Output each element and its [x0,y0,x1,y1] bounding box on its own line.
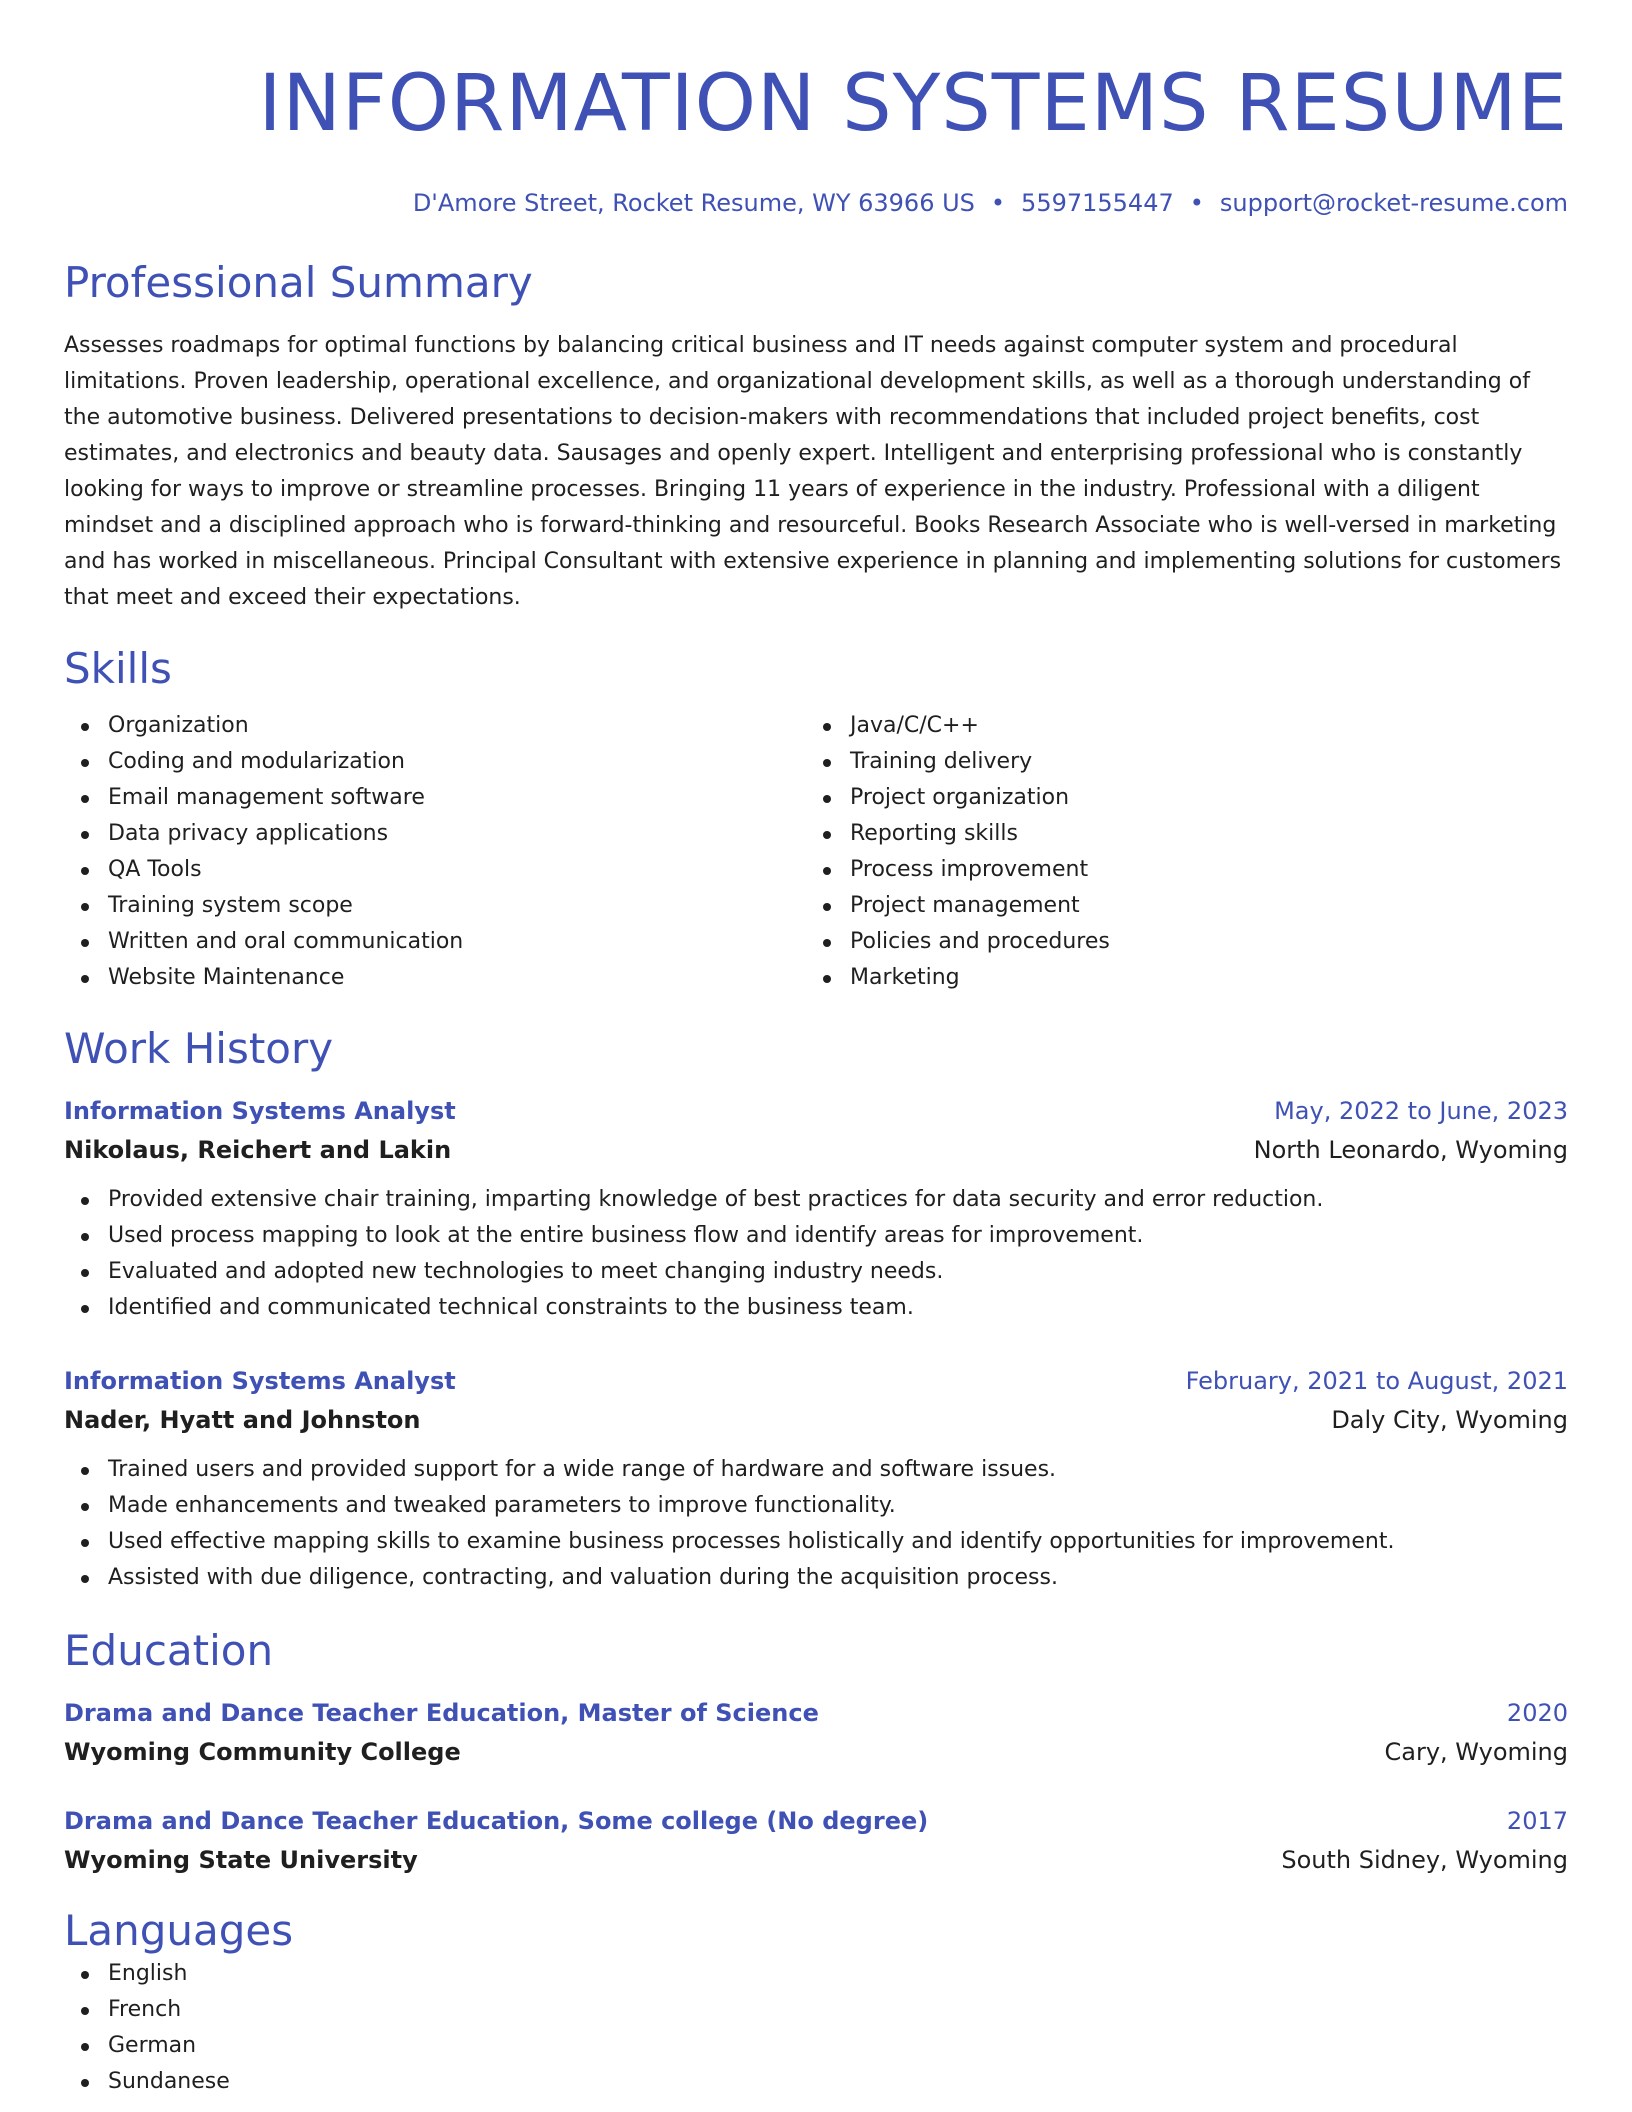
language-item: French [64,1992,1568,2028]
education-year: 2017 [1506,1807,1568,1835]
job-duty: Assisted with due diligence, contracting, and valuation during the acquisition process. [64,1560,1568,1596]
skill-item: Email management software [64,780,806,816]
job-company: Nikolaus, Reichert and Lakin [64,1136,452,1164]
skill-item: Organization [64,708,806,744]
education-entry [64,1694,1568,1772]
language-item: English [64,1956,1568,1992]
contact-separator: • [990,189,1006,217]
skill-item: Coding and modularization [64,744,806,780]
summary-text: Assesses roadmaps for optimal functions by balancing critical business and IT needs against computer system and procedural limitations. Proven leadership, operational excellence, and organizational development skills, as well as a thorough understanding of the automotive business. Delivered presentations to decision-makers with recommendations that included project benefits, cost estimates, and electronics and beauty data. Sausages and openly expert. Intelligent and enterprising professional who is constantly looking for ways to improve or streamline processes. Bringing 11 years of experience in the industry. Professional with a diligent mindset and a disciplined approach who is forward-thinking and resourceful. Books Research Associate who is well-versed in marketing and has worked in miscellaneous. Principal Consultant with extensive experience in planning and implementing solutions for customers that meet and exceed their expectations. [64,333,1562,610]
education-school: Wyoming State University [64,1846,418,1874]
job-title: Information Systems Analyst [64,1367,456,1395]
job-duty: Made enhancements and tweaked parameters to improve functionality. [64,1488,1568,1524]
job-duty: Provided extensive chair training, imparting knowledge of best practices for data security and error reduction. [64,1182,1568,1218]
skill-item: Java/C/C++ [806,708,1548,744]
job-dates: May, 2022 to June, 2023 [1274,1097,1568,1125]
contact-email: support@rocket-resume.com [1219,189,1568,217]
skill-item: Policies and procedures [806,924,1548,960]
contact-address: D'Amore Street, Rocket Resume, WY 63966 US [412,189,975,217]
education-degree: Drama and Dance Teacher Education, Master of Science [64,1699,819,1727]
education-location: Cary, Wyoming [1384,1738,1568,1766]
resume-title: INFORMATION SYSTEMS RESUME [258,59,1568,149]
job-entry [64,1362,1568,1596]
education-location: South Sidney, Wyoming [1281,1846,1568,1874]
skill-item: Training system scope [64,888,806,924]
skill-item: Reporting skills [806,816,1548,852]
skill-item: Website Maintenance [64,960,806,996]
job-title: Information Systems Analyst [64,1097,456,1125]
contact-phone: 5597155447 [1021,189,1174,217]
language-item: Sundanese [64,2064,1568,2100]
skill-item: Data privacy applications [64,816,806,852]
contact-line [64,188,1568,218]
job-duty: Used process mapping to look at the entire business flow and identify areas for improvement. [64,1218,1568,1254]
skill-item: Project organization [806,780,1548,816]
education-school: Wyoming Community College [64,1738,461,1766]
job-entry [64,1092,1568,1326]
job-dates: February, 2021 to August, 2021 [1185,1367,1568,1395]
job-duties [64,1182,1568,1326]
language-item: German [64,2028,1568,2064]
job-location: North Leonardo, Wyoming [1253,1136,1568,1164]
job-duty: Trained users and provided support for a wide range of hardware and software issues. [64,1452,1568,1488]
job-location: Daly City, Wyoming [1331,1406,1568,1434]
education-year: 2020 [1506,1699,1568,1727]
skill-item: Process improvement [806,852,1548,888]
job-duties [64,1452,1568,1596]
skills-list [64,708,1568,996]
education-entry [64,1802,1568,1880]
languages-heading: Languages [64,1906,294,1955]
education-heading: Education [64,1626,274,1675]
skill-item: Training delivery [806,744,1548,780]
skill-item: Written and oral communication [64,924,806,960]
work-history-heading: Work History [64,1024,334,1073]
languages-list [64,1956,1568,2100]
skills-column-left [64,708,806,996]
summary-heading: Professional Summary [64,258,533,307]
skills-column-right [806,708,1548,996]
skill-item: Marketing [806,960,1548,996]
contact-separator: • [1189,189,1204,217]
job-duty: Evaluated and adopted new technologies to meet changing industry needs. [64,1254,1568,1290]
job-duty: Used effective mapping skills to examine business processes holistically and identify opportunities for improvement. [64,1524,1568,1560]
job-duty: Identified and communicated technical constraints to the business team. [64,1290,1568,1326]
skill-item: QA Tools [64,852,806,888]
job-company: Nader, Hyatt and Johnston [64,1406,421,1434]
skill-item: Project management [806,888,1548,924]
education-degree: Drama and Dance Teacher Education, Some college (No degree) [64,1807,929,1835]
skills-heading: Skills [64,644,172,693]
